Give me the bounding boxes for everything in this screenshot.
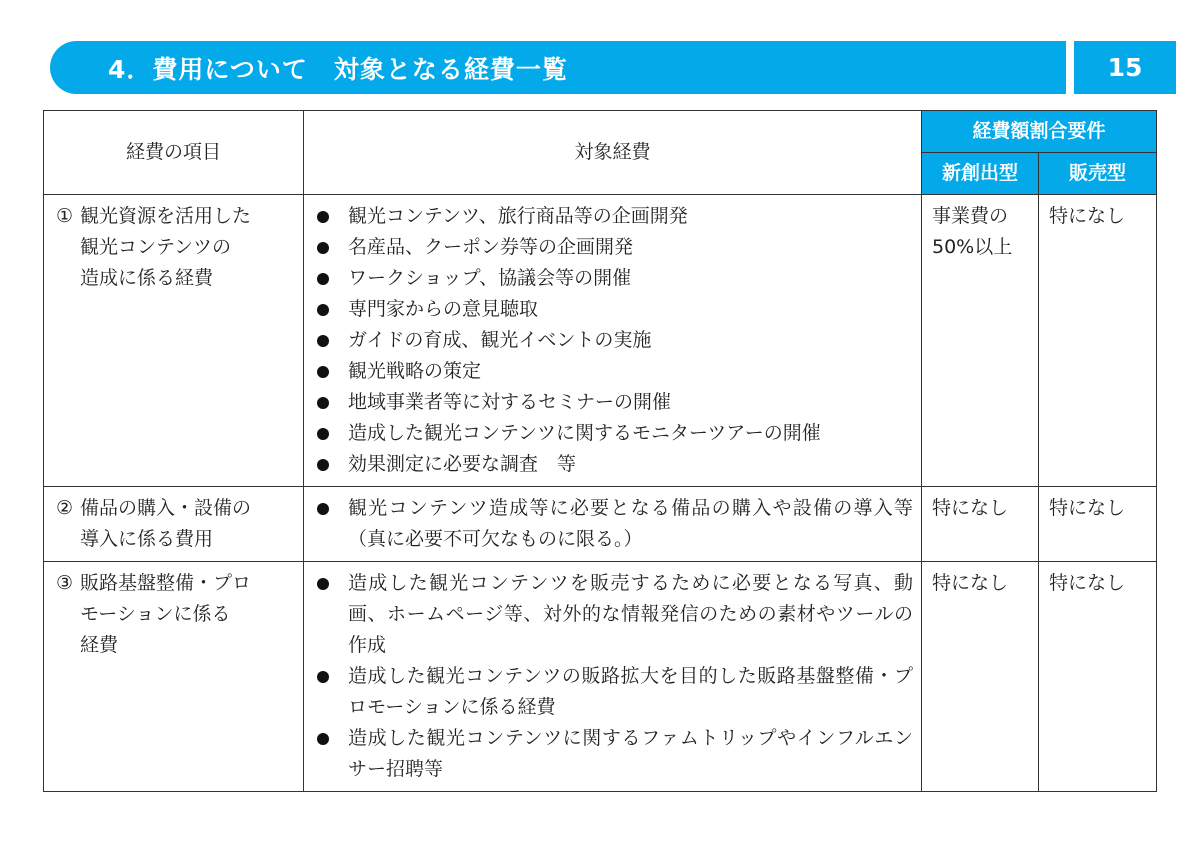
category-label: 観光コンテンツの [80,236,232,258]
list-item: 観光コンテンツ、旅行商品等の企画開発 [314,201,913,232]
category-label: 造成に係る経費 [80,267,214,289]
list-item: 名産品、クーポン券等の企画開発 [314,232,913,263]
item-list [314,568,913,785]
row-number: ① [56,205,74,227]
table-row [44,487,1157,562]
section-title-bar [50,41,1066,94]
header-type-sales: 販売型 [1039,153,1157,195]
requirement-new: 特になし [922,562,1039,792]
requirement-sales: 特になし [1039,487,1157,562]
page-number: 15 [1074,41,1176,94]
category-cell [44,195,304,487]
category-cell [44,562,304,792]
requirement-new: 特になし [922,487,1039,562]
list-item: 造成した観光コンテンツに関するモニターツアーの開催 [314,418,913,449]
list-item: 造成した観光コンテンツを販売するために必要となる写真、動画、ホームページ等、対外的な情報発信のための素材やツールの作成 [314,568,913,661]
list-item: 専門家からの意見聴取 [314,294,913,325]
item-list [314,493,913,555]
header-item: 経費の項目 [44,111,304,195]
target-cell [304,562,922,792]
list-item: ガイドの育成、観光イベントの実施 [314,325,913,356]
list-item: 観光コンテンツ造成等に必要となる備品の購入や設備の導入等（真に必要不可欠なものに限る。） [314,493,913,555]
category-label: 観光資源を活用した [80,205,252,227]
row-number: ② [56,497,74,519]
category-label: 販路基盤整備・プロ [80,572,252,594]
category-label: 備品の購入・設備の [80,497,252,519]
requirement-new: 事業費の50%以上 [922,195,1039,487]
category-label: 導入に係る費用 [80,528,214,550]
header-type-new: 新創出型 [922,153,1039,195]
requirement-sales: 特になし [1039,195,1157,487]
category-cell [44,487,304,562]
list-item: 観光戦略の策定 [314,356,913,387]
list-item: 造成した観光コンテンツに関するファムトリップやインフルエンサー招聘等 [314,723,913,785]
table-row [44,562,1157,792]
list-item: 造成した観光コンテンツの販路拡大を目的した販路基盤整備・プロモーションに係る経費 [314,661,913,723]
expense-table [43,110,1157,792]
target-cell [304,195,922,487]
target-cell [304,487,922,562]
list-item: ワークショップ、協議会等の開催 [314,263,913,294]
section-title: 4．費用について 対象となる経費一覧 [108,54,568,84]
category-label: モーションに係る [80,603,231,625]
category-label: 経費 [80,634,119,656]
requirement-sales: 特になし [1039,562,1157,792]
row-number: ③ [56,572,74,594]
list-item: 地域事業者等に対するセミナーの開催 [314,387,913,418]
header-target: 対象経費 [304,111,922,195]
list-item: 効果測定に必要な調査 等 [314,449,913,480]
header-requirement: 経費額割合要件 [922,111,1157,153]
item-list [314,201,913,480]
table-row [44,195,1157,487]
